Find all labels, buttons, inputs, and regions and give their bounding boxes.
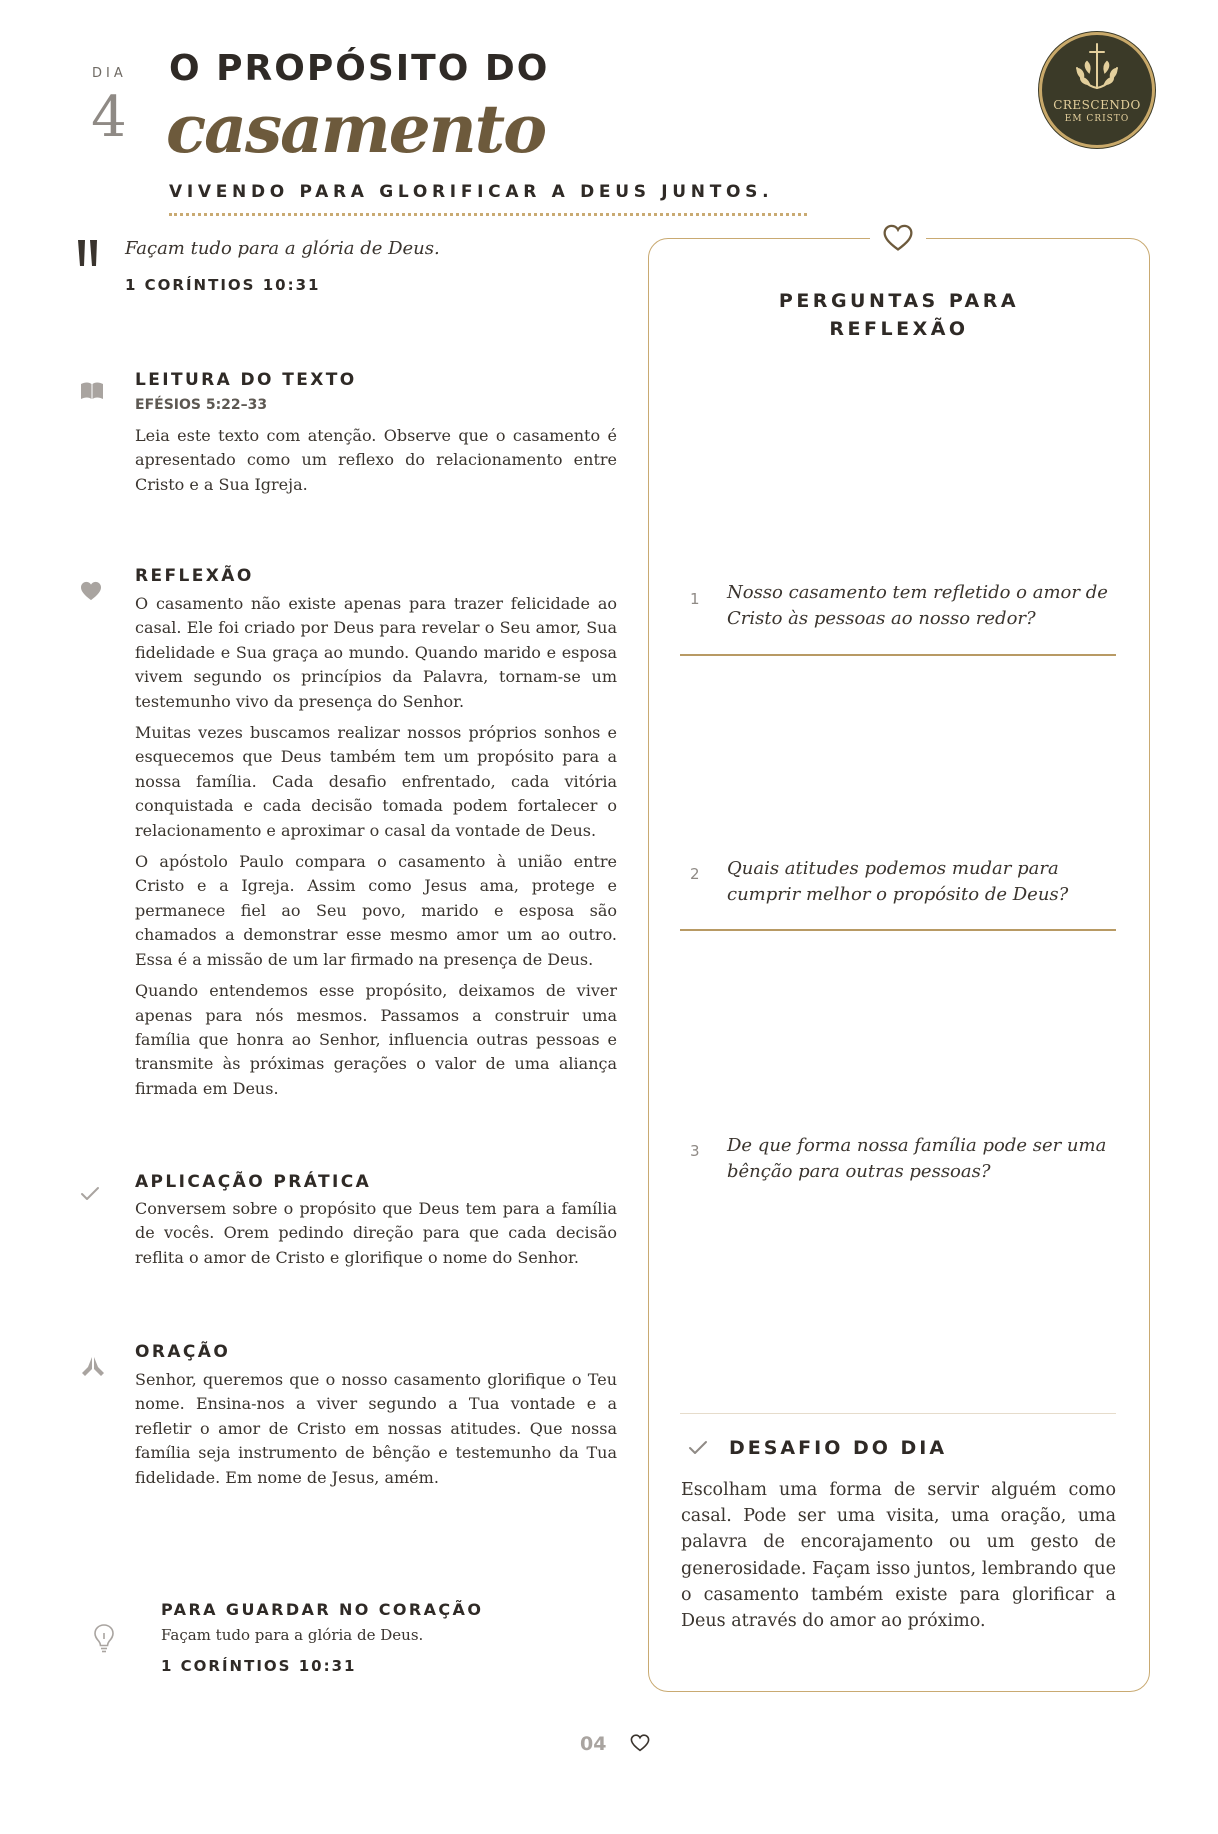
logo-text-line1: CRESCENDO <box>1053 98 1141 112</box>
reflexao-paragraph: O apóstolo Paulo compara o casamento à união entre Cristo e a Igreja. Assim como Jesus ama, protege e permanece fiel ao Seu povo, marido e esposa são chamados a demonstrar esse mesmo amor um ao outro. Essa é a missão de um lar firmado na presença de Deus. <box>135 852 617 969</box>
desafio-divider <box>680 1413 1116 1414</box>
open-book-icon <box>80 381 106 405</box>
panel-title-line1: PERGUNTAS PARA <box>778 290 1020 312</box>
section-text-aplicacao: Conversem sobre o propósito que Deus tem para a família de vocês. Orem pedindo direção para que cada decisão reflita o amor de Cristo e glorifique o nome do Senhor. <box>135 1199 617 1267</box>
praying-hands-icon <box>80 1355 106 1379</box>
panel-title-line2: REFLEXÃO <box>829 318 969 340</box>
quote-mark-icon <box>76 226 100 276</box>
lightbulb-icon <box>93 1623 115 1657</box>
section-text-leitura: Leia este texto com atenção. Observe que o casamento é apresentado como um reflexo do relacionamento entre Cristo e a Sua Igreja. <box>135 426 617 494</box>
header-divider <box>169 213 807 216</box>
section-text-guardar: Façam tudo para a glória de Deus. <box>161 1626 424 1644</box>
question-number: 3 <box>690 1142 700 1160</box>
question-text: Quais atitudes podemos mudar para cumprir melhor o propósito de Deus? <box>727 858 1069 905</box>
question-number: 1 <box>690 590 700 608</box>
answer-line <box>680 654 1116 656</box>
section-title-leitura: LEITURA DO TEXTO <box>135 370 357 390</box>
section-title-guardar: PARA GUARDAR NO CORAÇÃO <box>161 1600 484 1619</box>
logo <box>1039 32 1155 148</box>
section-reference-guardar: 1 CORÍNTIOS 10:31 <box>161 1657 357 1675</box>
section-subtitle-leitura: EFÉSIOS 5:22–33 <box>135 397 268 413</box>
section-text-reflexao <box>135 592 617 1108</box>
section-title-oracao: ORAÇÃO <box>135 1342 231 1362</box>
verse-reference: 1 CORÍNTIOS 10:31 <box>125 276 321 294</box>
section-title-reflexao: REFLEXÃO <box>135 566 254 586</box>
logo-text-line2: EM CRISTO <box>1064 114 1130 124</box>
section-title-aplicacao: APLICAÇÃO PRÁTICA <box>135 1172 372 1192</box>
cross-leaves-icon <box>1073 42 1121 98</box>
question-text: De que forma nossa família pode ser uma bênção para outras pessoas? <box>727 1135 1107 1182</box>
reflexao-paragraph: Quando entendemos esse propósito, deixamos de viver apenas para nós mesmos. Passamos a construir uma família que honra ao Senhor, influencia outras pessoas e transmite às próximas gerações o valor de uma aliança firmada em Deus. <box>135 981 617 1098</box>
heart-outline-icon <box>630 1734 650 1756</box>
page-number: 04 <box>580 1733 607 1755</box>
check-icon <box>80 1186 106 1210</box>
desafio-text: Escolham uma forma de servir alguém como casal. Pode ser uma visita, uma oração, uma palavra de encorajamento ou um gesto de generosidade. Façam isso juntos, lembrando que o casamento também existe para glorificar a Deus através do amor ao próximo. <box>681 1480 1116 1632</box>
page-title-script: casamento <box>166 90 546 168</box>
page-subtitle: VIVENDO PARA GLORIFICAR A DEUS JUNTOS. <box>169 182 774 202</box>
page-title: O PROPÓSITO DO <box>169 48 550 89</box>
reflexao-paragraph: Muitas vezes buscamos realizar nossos próprios sonhos e esquecemos que Deus também tem um propósito para a nossa família. Cada desafio enfrentado, cada vitória conquistada e cada decisão tomada podem fortalecer o relacionamento e aproximar o casal da vontade de Deus. <box>135 723 617 840</box>
verse-text: Façam tudo para a glória de Deus. <box>125 238 440 259</box>
answer-line <box>680 929 1116 931</box>
question-text: Nosso casamento tem refletido o amor de Cristo às pessoas ao nosso redor? <box>727 582 1108 629</box>
day-label: DIA <box>92 66 127 81</box>
check-icon <box>688 1440 708 1460</box>
question-number: 2 <box>690 865 700 883</box>
heart-outline-icon <box>882 224 914 256</box>
heart-icon <box>80 581 106 605</box>
panel-title <box>648 287 1150 343</box>
section-text-oracao: Senhor, queremos que o nosso casamento glorifique o Teu nome. Ensina-nos a viver segundo a Tua vontade e a refletir o amor de Cristo em nossas atitudes. Que nossa família seja instrumento de bênção e testemunho da Tua fidelidade. Em nome de Jesus, amém. <box>135 1370 617 1487</box>
reflexao-paragraph: O casamento não existe apenas para trazer felicidade ao casal. Ele foi criado por Deus para revelar o Seu amor, Sua fidelidade e Sua graça ao mundo. Quando marido e esposa vivem segundo os princípios da Palavra, tornam-se um testemunho vivo da presença do Senhor. <box>135 594 617 711</box>
desafio-title: DESAFIO DO DIA <box>729 1437 948 1459</box>
reflection-panel <box>648 238 1150 1692</box>
day-number: 4 <box>91 85 127 150</box>
